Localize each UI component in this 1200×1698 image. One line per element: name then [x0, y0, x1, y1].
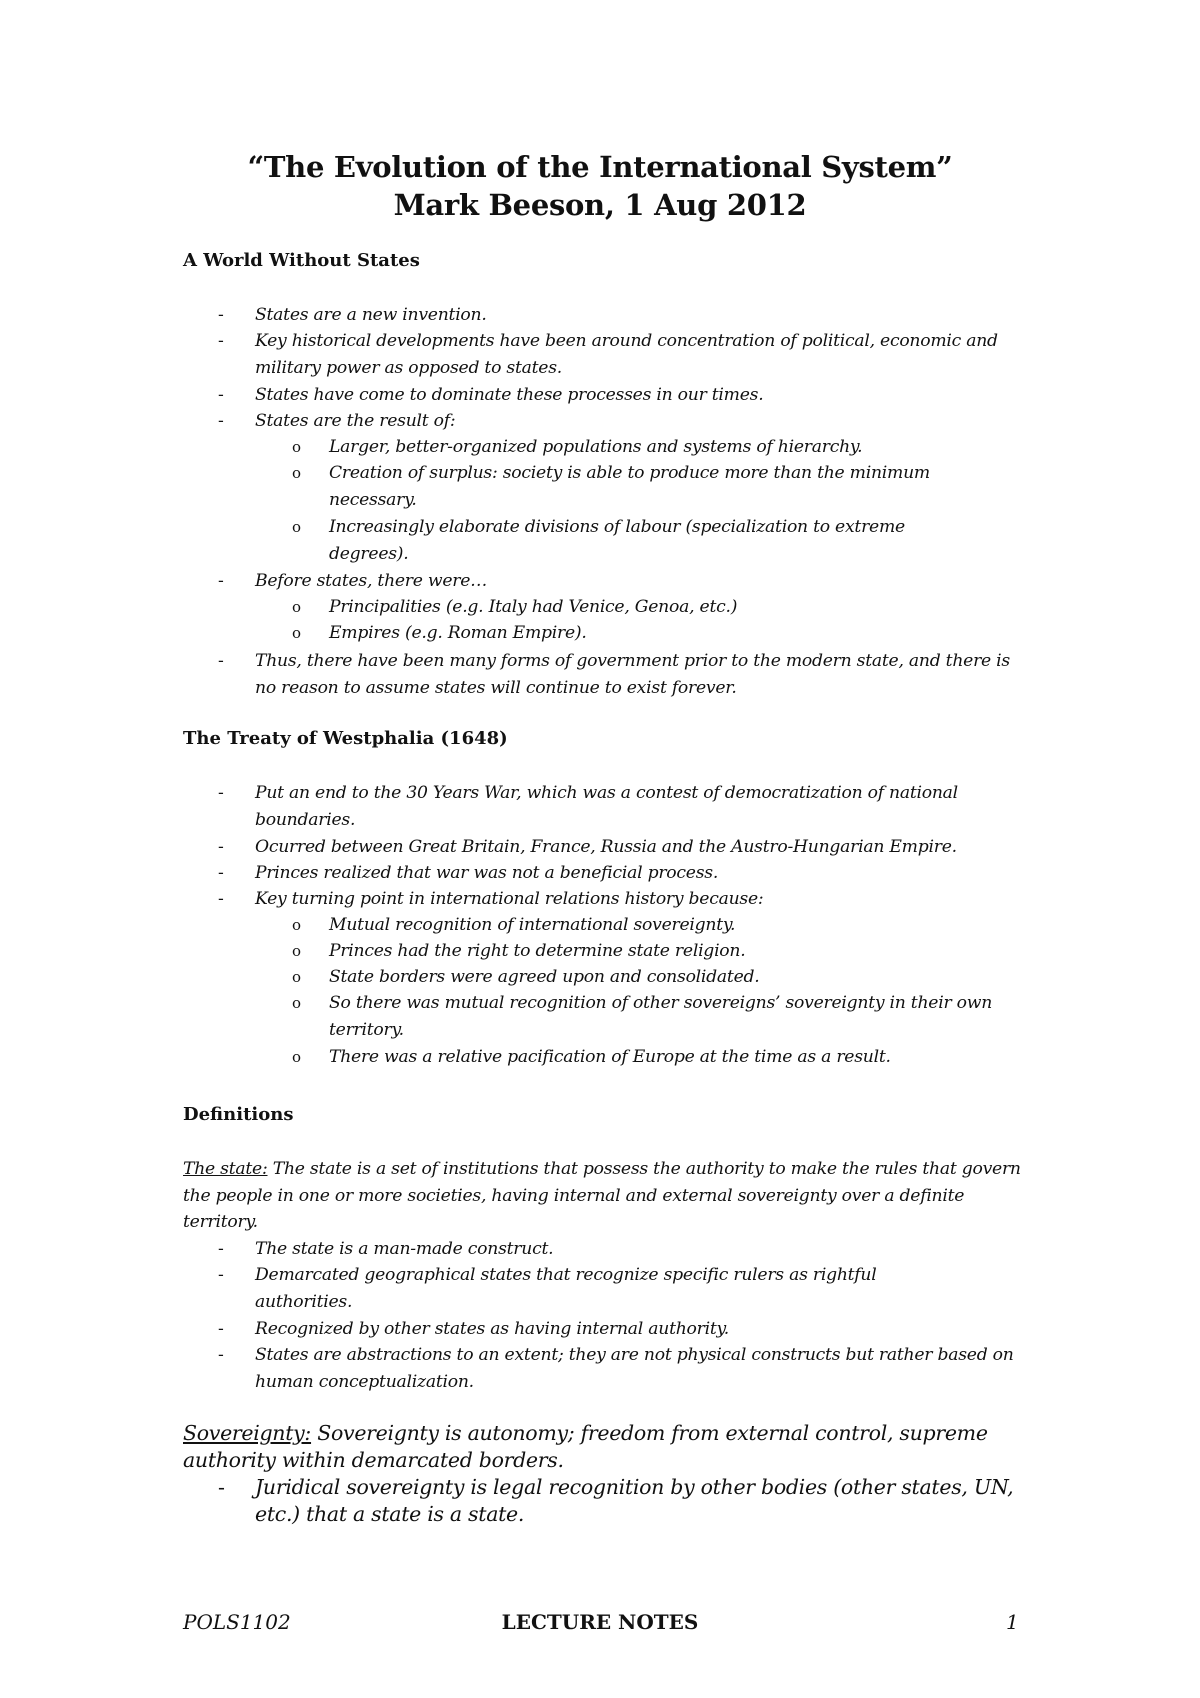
state-definition: The state: The state is a set of institutions that possess the authority to make the rules that govern the people in one or more societies, having internal and external sovereignty over a definite territory. [183, 1159, 1021, 1232]
bullet-item: - Key historical developments have been around concentration of political, economic and military power as opposed to states. [218, 328, 1055, 381]
footer-page-number: 1 [1006, 1610, 1019, 1634]
bullet-item: - States have come to dominate these processes in our times. [218, 382, 1055, 409]
sub-bullet-item: o Empires (e.g. Roman Empire). [292, 620, 1029, 647]
bullet-item: - States are abstractions to an extent; they are not physical constructs but rather based on human conceptualization. [218, 1342, 1015, 1395]
dash-marker: - [218, 1265, 224, 1285]
circle-marker: o [292, 464, 301, 482]
dash-marker: - [218, 837, 224, 857]
bullet-item: - Ocurred between Great Britain, France, Russia and the Austro-Hungarian Empire. [218, 834, 1055, 861]
dash-marker: - [218, 1475, 225, 1499]
dash-marker: - [218, 331, 224, 351]
dash-marker: - [218, 571, 224, 591]
dash-marker: - [218, 863, 224, 883]
bullet-item: - Key turning point in international relations history because: [218, 886, 1055, 913]
sub-bullet-item: o Larger, better-organized populations and systems of hierarchy. [292, 434, 1029, 461]
circle-marker: o [292, 968, 301, 986]
sovereignty-term: Sovereignty: [183, 1421, 312, 1445]
bullet-item: - Thus, there have been many forms of government prior to the modern state, and there is no reason to assume states will continue to exist forever. [218, 648, 1035, 701]
circle-marker: o [292, 518, 301, 536]
bullet-item: - States are the result of: [218, 408, 1055, 435]
bullet-item: - Put an end to the 30 Years War, which was a contest of democratization of national boundaries. [218, 780, 1045, 833]
sub-bullet-item: o Principalities (e.g. Italy had Venice, Genoa, etc.) [292, 594, 1029, 621]
circle-marker: o [292, 624, 301, 642]
dash-marker: - [218, 385, 224, 405]
sub-bullet-item: o So there was mutual recognition of other sovereigns’ sovereignty in their own territory. [292, 990, 1019, 1043]
section-heading-world-without-states: A World Without States [183, 250, 420, 271]
dash-marker: - [218, 1319, 224, 1339]
sub-bullet-item: o Princes had the right to determine state religion. [292, 938, 1029, 965]
bullet-item: - Juridical sovereignty is legal recognition by other bodies (other states, UN, etc.) that a state is a state. [218, 1475, 1014, 1526]
bullet-item: - Demarcated geographical states that recognize specific rulers as rightful authorities. [218, 1262, 935, 1315]
dash-marker: - [218, 783, 224, 803]
bullet-item: - States are a new invention. [218, 302, 1055, 329]
bullet-item: - The state is a man-made construct. [218, 1236, 1055, 1263]
footer-course-code: POLS1102 [183, 1610, 291, 1634]
sub-bullet-item: o Mutual recognition of international sovereignty. [292, 912, 1029, 939]
sub-bullet-item: o Creation of surplus: society is able to produce more than the minimum necessary. [292, 460, 989, 513]
dash-marker: - [218, 1239, 224, 1259]
dash-marker: - [218, 305, 224, 325]
footer-label: LECTURE NOTES [501, 1610, 699, 1634]
dash-marker: - [218, 411, 224, 431]
dash-marker: - [218, 1345, 224, 1365]
dash-marker: - [218, 651, 224, 671]
document-title: “The Evolution of the International System” [247, 150, 953, 184]
circle-marker: o [292, 916, 301, 934]
dash-marker: - [218, 889, 224, 909]
section-heading-definitions: Definitions [183, 1104, 294, 1125]
bullet-item: - Princes realized that war was not a beneficial process. [218, 860, 1055, 887]
circle-marker: o [292, 994, 301, 1012]
sub-bullet-item: o State borders were agreed upon and consolidated. [292, 964, 1029, 991]
circle-marker: o [292, 438, 301, 456]
circle-marker: o [292, 942, 301, 960]
sub-bullet-item: o Increasingly elaborate divisions of labour (specialization to extreme degrees). [292, 514, 989, 567]
sub-bullet-item: o There was a relative pacification of Europe at the time as a result. [292, 1044, 1029, 1071]
circle-marker: o [292, 1048, 301, 1066]
section-heading-westphalia: The Treaty of Westphalia (1648) [183, 728, 508, 749]
bullet-item: - Before states, there were… [218, 568, 1055, 595]
sovereignty-definition: Sovereignty: Sovereignty is autonomy; freedom from external control, supreme authority within demarcated borders. [183, 1421, 988, 1472]
bullet-item: - Recognized by other states as having internal authority. [218, 1316, 1055, 1343]
circle-marker: o [292, 598, 301, 616]
document-subtitle: Mark Beeson, 1 Aug 2012 [393, 188, 807, 222]
state-term: The state: [183, 1159, 268, 1179]
